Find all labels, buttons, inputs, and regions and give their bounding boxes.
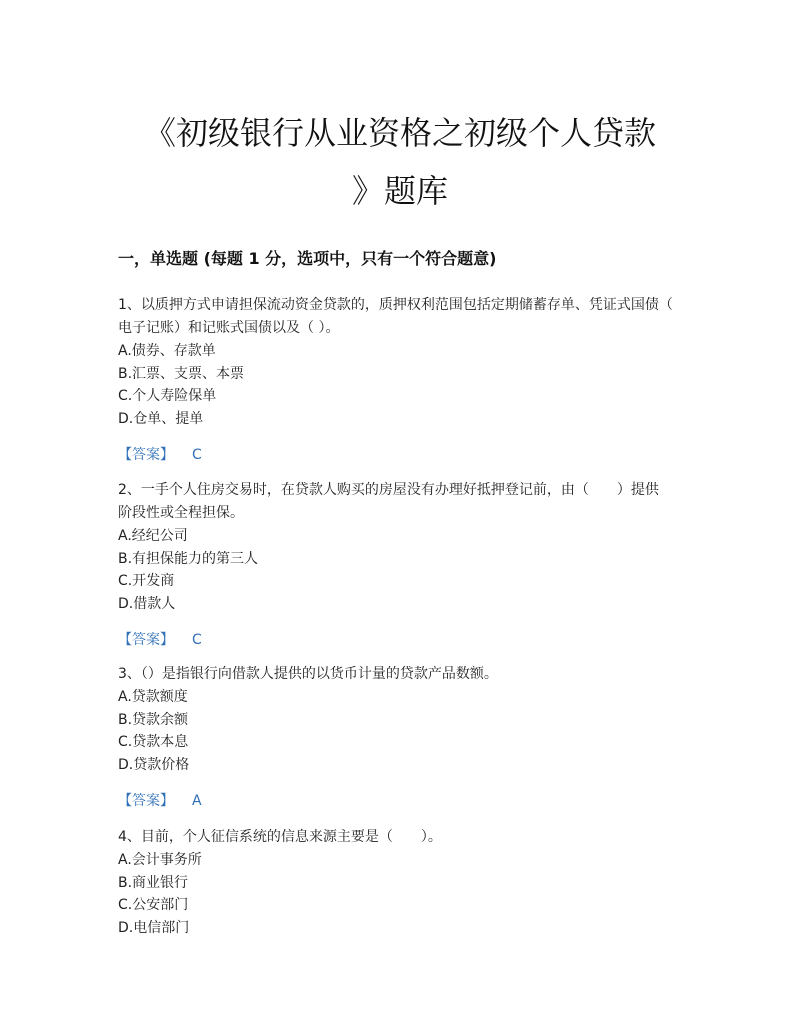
question-stem	[118, 479, 688, 525]
answer-label: 【答案】	[118, 632, 174, 648]
option-a: A.会计事务所	[118, 852, 202, 868]
title-line-1: 《初级银行从业资格之初级个人贷款	[143, 114, 656, 152]
question-stem-line-1: 4、目前，个人征信系统的信息来源主要是（ ）。	[118, 829, 442, 845]
question-stem	[118, 294, 688, 340]
answer-value: C	[192, 447, 202, 463]
option-b: B.贷款余额	[118, 711, 189, 728]
answer-line	[118, 444, 688, 466]
question-stem-line-1: 2、一手个人住房交易时，在贷款人购买的房屋没有办理好抵押登记前，由（ ）提供	[118, 482, 659, 498]
question-1	[118, 294, 688, 466]
option-a: A.债券、存款单	[118, 343, 216, 359]
answer-label: 【答案】	[118, 447, 174, 463]
option-d: D.电信部门	[118, 919, 190, 936]
option-c: C.贷款本息	[118, 734, 189, 750]
answer-line	[118, 629, 688, 651]
option-c: C.公安部门	[118, 897, 189, 913]
question-stem-line-2: 阶段性或全程担保。	[118, 505, 244, 521]
answer-label: 【答案】	[118, 793, 174, 809]
answer-line	[118, 790, 688, 812]
answer-value: A	[192, 793, 202, 809]
question-4	[118, 826, 688, 939]
answer-value: C	[192, 632, 202, 648]
option-a: A.经纪公司	[118, 528, 188, 544]
option-d: D.贷款价格	[118, 756, 190, 773]
option-a: A.贷款额度	[118, 689, 188, 705]
question-stem	[118, 663, 688, 686]
option-d: D.借款人	[118, 595, 176, 612]
question-stem-line-1: 3、（）是指银行向借款人提供的以货币计量的贷款产品数额。	[118, 666, 498, 682]
option-b: B.有担保能力的第三人	[118, 550, 259, 567]
option-d: D.仓单、提单	[118, 410, 204, 427]
question-stem	[118, 826, 688, 849]
question-stem-line-1: 1、以质押方式申请担保流动资金贷款的，质押权利范围包括定期储蓄存单、凭证式国债（	[118, 297, 673, 313]
option-b: B.商业银行	[118, 874, 189, 891]
option-b: B.汇票、支票、本票	[118, 365, 245, 382]
option-c: C.开发商	[118, 573, 175, 589]
title-line-2: 》题库	[351, 172, 448, 210]
section-heading: 一，单选题 (每题 1 分，选项中，只有一个符合题意)	[118, 249, 497, 268]
question-3	[118, 663, 688, 812]
document-title	[100, 104, 700, 220]
question-stem-line-2: 电子记账）和记账式国债以及（ ）。	[118, 320, 340, 336]
question-2	[118, 479, 688, 651]
option-c: C.个人寿险保单	[118, 388, 217, 404]
